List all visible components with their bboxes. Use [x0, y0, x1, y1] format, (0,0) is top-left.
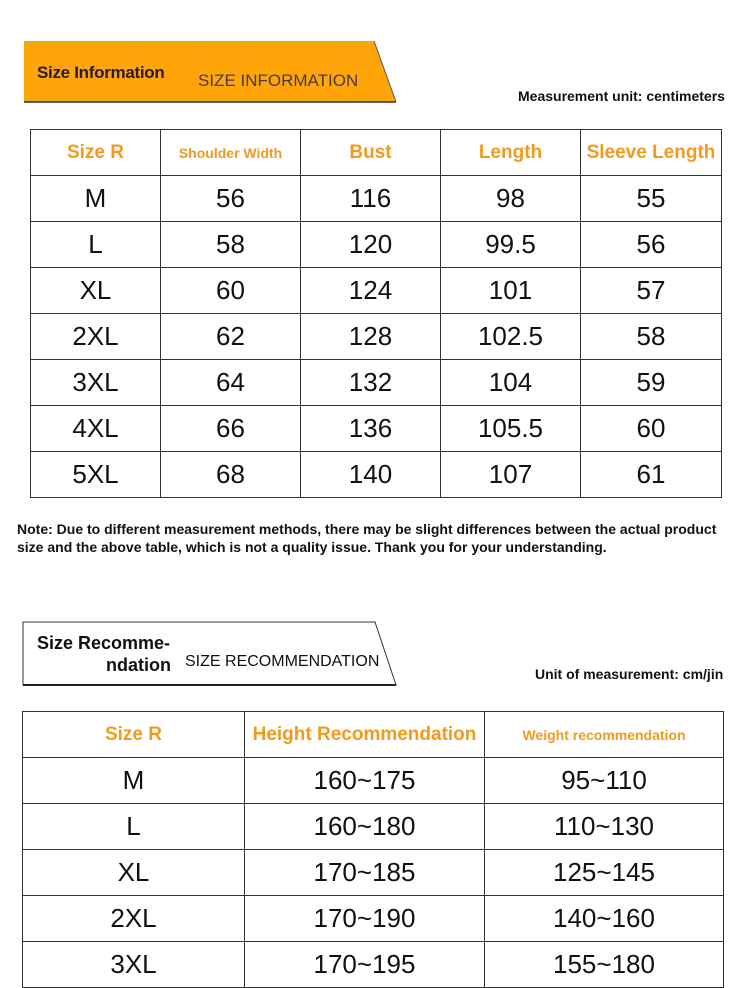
banner-title-line2: ndation: [106, 655, 171, 675]
measurement-note: Note: Due to different measurement methods, there may be slight differences between the actual product size and the above table, which is not a quality issue. Thank you for your understanding.: [17, 521, 717, 555]
header-bust: Bust: [301, 130, 441, 176]
cell-shoulder: 64: [161, 360, 301, 406]
cell-size: 2XL: [23, 896, 245, 942]
header-size: Size R: [23, 712, 245, 758]
cell-size: M: [31, 176, 161, 222]
table-row: [23, 896, 724, 942]
cell-bust: 128: [301, 314, 441, 360]
cell-bust: 116: [301, 176, 441, 222]
header-sleeve-length: Sleeve Length: [581, 130, 722, 176]
cell-length: 98: [441, 176, 581, 222]
cell-length: 107: [441, 452, 581, 498]
cell-bust: 132: [301, 360, 441, 406]
cell-shoulder: 58: [161, 222, 301, 268]
cell-height: 170~195: [245, 942, 485, 988]
header-height-recommendation: Height Recommendation: [245, 712, 485, 758]
cell-height: 170~190: [245, 896, 485, 942]
cell-weight: 95~110: [485, 758, 724, 804]
cell-length: 99.5: [441, 222, 581, 268]
cell-shoulder: 56: [161, 176, 301, 222]
banner-subtitle: SIZE RECOMMENDATION: [185, 653, 380, 670]
cell-size: 4XL: [31, 406, 161, 452]
cell-length: 104: [441, 360, 581, 406]
banner-title: Size Information: [37, 63, 165, 82]
cell-weight: 155~180: [485, 942, 724, 988]
measurement-unit-label: Measurement unit: centimeters: [518, 88, 725, 104]
cell-size: L: [23, 804, 245, 850]
cell-size: 3XL: [31, 360, 161, 406]
cell-height: 170~185: [245, 850, 485, 896]
cell-size: 2XL: [31, 314, 161, 360]
cell-shoulder: 62: [161, 314, 301, 360]
cell-length: 102.5: [441, 314, 581, 360]
cell-bust: 136: [301, 406, 441, 452]
table-row: [23, 804, 724, 850]
cell-length: 105.5: [441, 406, 581, 452]
cell-height: 160~180: [245, 804, 485, 850]
cell-size: M: [23, 758, 245, 804]
cell-size: 5XL: [31, 452, 161, 498]
cell-sleeve: 58: [581, 314, 722, 360]
cell-sleeve: 56: [581, 222, 722, 268]
cell-sleeve: 61: [581, 452, 722, 498]
cell-bust: 124: [301, 268, 441, 314]
cell-bust: 140: [301, 452, 441, 498]
cell-shoulder: 66: [161, 406, 301, 452]
cell-height: 160~175: [245, 758, 485, 804]
cell-size: L: [31, 222, 161, 268]
cell-size: XL: [31, 268, 161, 314]
cell-sleeve: 55: [581, 176, 722, 222]
header-weight-recommendation: Weight recommendation: [485, 712, 724, 758]
cell-sleeve: 60: [581, 406, 722, 452]
cell-weight: 110~130: [485, 804, 724, 850]
cell-size: 3XL: [23, 942, 245, 988]
table-header-row: [23, 712, 724, 758]
header-length: Length: [441, 130, 581, 176]
cell-weight: 140~160: [485, 896, 724, 942]
cell-weight: 125~145: [485, 850, 724, 896]
table-row: [23, 850, 724, 896]
banner-title-line1: Size Recomme-: [37, 633, 171, 653]
unit-of-measurement-label: Unit of measurement: cm/jin: [535, 666, 724, 682]
table-row: [23, 758, 724, 804]
cell-shoulder: 68: [161, 452, 301, 498]
cell-length: 101: [441, 268, 581, 314]
header-size: Size R: [31, 130, 161, 176]
size-recommendation-table: [22, 711, 724, 988]
size-recommendation-banner: [0, 0, 420, 700]
cell-size: XL: [23, 850, 245, 896]
table-row: [23, 942, 724, 988]
cell-bust: 120: [301, 222, 441, 268]
cell-shoulder: 60: [161, 268, 301, 314]
header-shoulder-width: Shoulder Width: [161, 130, 301, 176]
banner-subtitle: SIZE INFORMATION: [198, 71, 359, 90]
cell-sleeve: 59: [581, 360, 722, 406]
cell-sleeve: 57: [581, 268, 722, 314]
banner-shape: [0, 0, 420, 700]
